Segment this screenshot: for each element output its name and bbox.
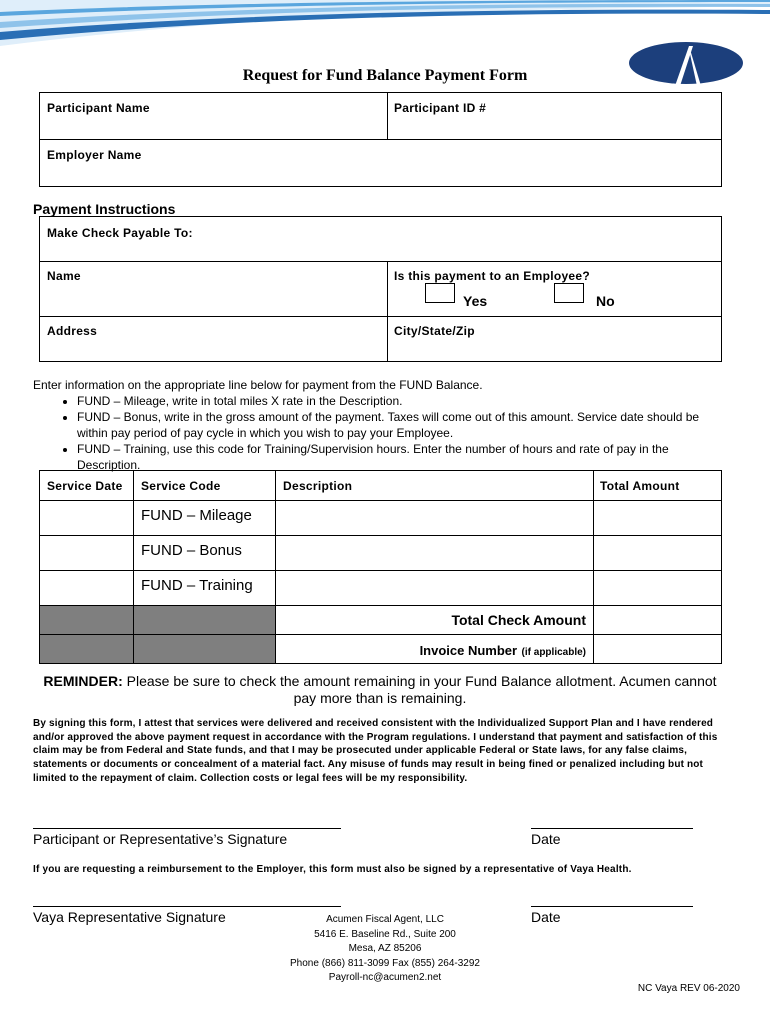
code-mileage: FUND – Mileage bbox=[141, 507, 252, 524]
yes-label: Yes bbox=[463, 293, 488, 309]
code-training: FUND – Training bbox=[141, 577, 253, 594]
footer-address-line2: Mesa, AZ 85206 bbox=[348, 943, 422, 954]
footer-company: Acumen Fiscal Agent, LLC bbox=[326, 914, 444, 925]
footer-address-line1: 5416 E. Baseline Rd., Suite 200 bbox=[314, 928, 456, 940]
employee-question: Is this payment to an Employee? bbox=[394, 269, 591, 283]
instructions bbox=[33, 377, 733, 473]
city-state-zip-label: City/State/Zip bbox=[394, 324, 475, 338]
yes-checkbox[interactable] bbox=[425, 283, 455, 303]
vaya-signature-label: Vaya Representative Signature bbox=[33, 909, 226, 925]
employer-name-label: Employer Name bbox=[47, 148, 142, 162]
service-table bbox=[39, 470, 722, 664]
bullet-training: • FUND – Training, use this code for Training/Supervision hours. Enter the number of hours and rate of pay in the Description. bbox=[77, 441, 733, 473]
employer-note: If you are requesting a reimbursement to the Employer, this form must also be signed by a representative of Vaya Health. bbox=[33, 864, 632, 875]
invoice-number-label: Invoice Number (if applicable) bbox=[419, 643, 586, 658]
col-service-code: Service Code bbox=[141, 479, 221, 493]
date-label-2: Date bbox=[531, 909, 561, 925]
code-bonus: FUND – Bonus bbox=[141, 542, 242, 559]
participant-id-label: Participant ID # bbox=[394, 101, 487, 115]
page-title: Request for Fund Balance Payment Form bbox=[242, 67, 528, 84]
participant-signature-label: Participant or Representative’s Signature bbox=[33, 831, 288, 847]
table-row bbox=[39, 535, 134, 571]
footer-address bbox=[235, 913, 535, 986]
col-total-amount: Total Amount bbox=[600, 479, 680, 493]
revision-label: NC Vaya REV 06-2020 bbox=[637, 983, 740, 994]
reminder-text: Please be sure to check the amount remaining in your Fund Balance allotment. Acumen cannot pay more than is remaining. bbox=[126, 673, 717, 706]
no-checkbox[interactable] bbox=[554, 283, 584, 303]
footer-email: Payroll-nc@acumen2.net bbox=[328, 972, 442, 983]
reminder-label: REMINDER: bbox=[43, 673, 123, 689]
attestation-text: By signing this form, I attest that services were delivered and received consistent with the Individualized Support Plan and I have rendered and/or approved the above payment request in accordance with the Program regulations. I understand that payment and satisfaction of this claim may be from Federal and State funds, and that I may be prosecuted under applicable Federal or State laws, for any false claims, statements or documents or concealment of a material fact. Any misuse of funds may result in being fined or penalized including but not limited to the repayment of claim. Collection costs or legal fees will be my responsibility. bbox=[33, 718, 718, 784]
payment-section-title: Payment Instructions bbox=[33, 201, 176, 217]
total-check-amount-label: Total Check Amount bbox=[451, 612, 586, 628]
date-label-1: Date bbox=[531, 831, 561, 847]
reminder bbox=[40, 673, 720, 707]
payee-name-label: Name bbox=[47, 269, 81, 283]
col-description: Description bbox=[283, 479, 353, 493]
bullet-bonus: • FUND – Bonus, write in the gross amount of the payment. Taxes will come out of this amount. Service date should be within pay period of pay cycle in which you wish to pay your Employee. bbox=[77, 409, 733, 441]
address-label: Address bbox=[47, 324, 98, 338]
col-service-date: Service Date bbox=[47, 479, 123, 493]
instructions-intro: Enter information on the appropriate line below for payment from the FUND Balance. bbox=[33, 378, 483, 392]
table-row bbox=[39, 500, 134, 536]
no-label: No bbox=[596, 293, 615, 309]
payable-label: Make Check Payable To: bbox=[47, 226, 193, 240]
footer-phone: Phone (866) 811-3099 Fax (855) 264-3292 bbox=[290, 957, 480, 969]
bullet-mileage: • FUND – Mileage, write in total miles X rate in the Description. bbox=[77, 393, 733, 409]
participant-name-label: Participant Name bbox=[47, 101, 150, 115]
table-row bbox=[39, 570, 134, 606]
